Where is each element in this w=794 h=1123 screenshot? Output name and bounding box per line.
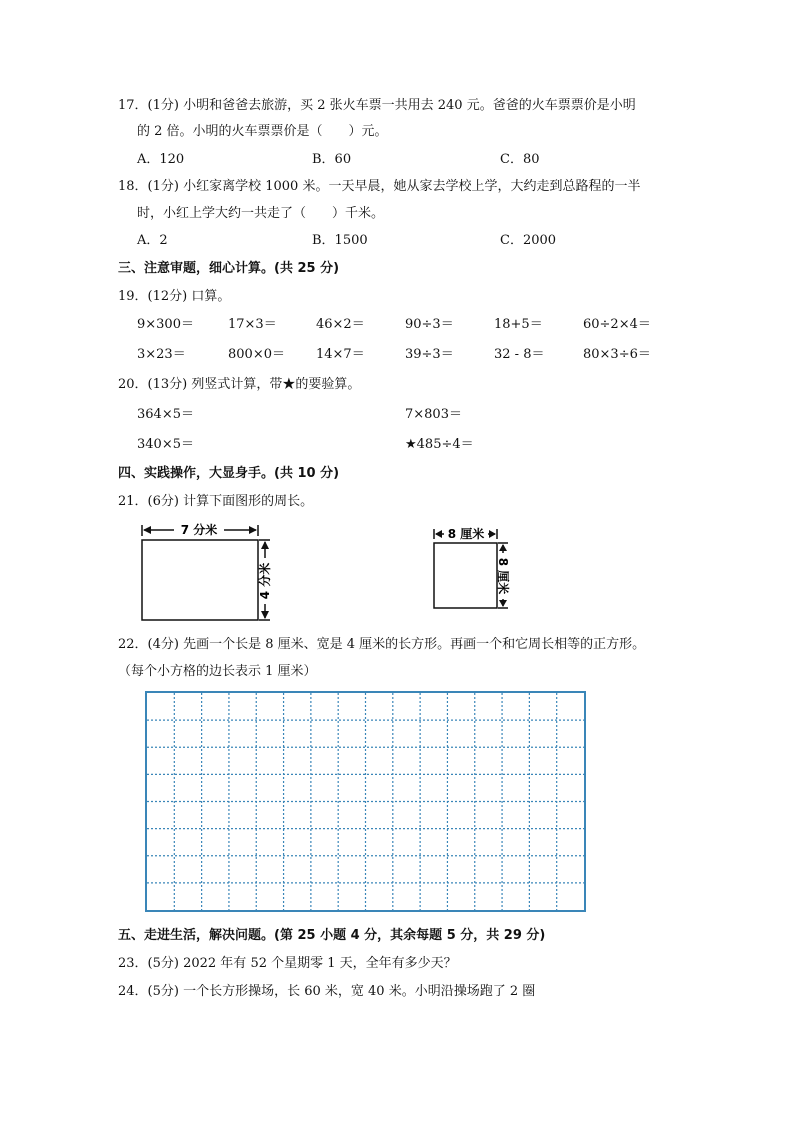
square-right-arrow-top <box>499 544 507 551</box>
square-top-arrow-left <box>435 530 442 538</box>
section5-title: 五、走进生活，解决问题。(第 25 小题 4 分，其余每题 5 分，共 29 分) <box>118 928 546 943</box>
section4-title: 四、实践操作，大显身手。(共 10 分) <box>118 466 340 481</box>
q19-item-6: 60÷2×4＝ <box>583 317 651 332</box>
q20-title: 20．(13分) 列竖式计算，带★的要验算。 <box>118 377 361 392</box>
q21-title: 21．(6分) 计算下面图形的周长。 <box>118 494 314 509</box>
q20-item-4: ★485÷4＝ <box>405 437 474 452</box>
q20-item-3: 340×5＝ <box>137 437 194 452</box>
q22-line1: 22．(4分) 先画一个长是 8 厘米、宽是 4 厘米的长方形。再画一个和它周长相等的正方形。 <box>118 637 646 652</box>
q18-line2: 时，小红上学大约一共走了（ ）千米。 <box>137 206 385 221</box>
rectangle-shape <box>142 540 258 620</box>
q22-line2: （每个小方格的边长表示 1 厘米） <box>118 664 317 679</box>
rectangle-figure <box>136 520 286 625</box>
q17-option-b: B．60 <box>312 152 352 167</box>
q19-item-5: 18+5＝ <box>494 317 543 332</box>
q19-item-9: 14×7＝ <box>316 347 365 362</box>
q19-item-2: 17×3＝ <box>228 317 277 332</box>
section3-title: 三、注意审题，细心计算。(共 25 分) <box>118 261 340 276</box>
q19-item-11: 32 - 8＝ <box>494 347 545 362</box>
q18-option-b: B．1500 <box>312 233 368 248</box>
q20-item-1: 364×5＝ <box>137 407 194 422</box>
rect-right-arrow-top <box>261 541 269 549</box>
rect-height-label: 4 分米 <box>258 562 272 600</box>
q17-line2: 的 2 倍。小明的火车票票价是（ ）元。 <box>137 124 388 139</box>
rect-right-arrow-bottom <box>261 611 269 619</box>
square-height-label: 8 厘米 <box>496 557 510 595</box>
q19-item-1: 9×300＝ <box>137 317 194 332</box>
grid-lines <box>147 693 584 910</box>
q18-option-c: C．2000 <box>500 233 557 248</box>
q19-item-10: 39÷3＝ <box>405 347 454 362</box>
square-top-arrow-right <box>489 530 496 538</box>
q18-line1: 18．(1分) 小红家离学校 1000 米。一天早晨，她从家去学校上学，大约走到总路程的一半 <box>118 179 641 194</box>
square-right-arrow-bottom <box>499 600 507 607</box>
q18-option-a: A．2 <box>137 233 168 248</box>
drawing-grid[interactable] <box>145 691 586 912</box>
rect-width-label: 7 分米 <box>180 523 218 537</box>
q17-option-c: C．80 <box>500 152 540 167</box>
q24-text: 24．(5分) 一个长方形操场，长 60 米，宽 40 米。小明沿操场跑了 2 圈 <box>118 984 536 999</box>
rect-top-arrow-right <box>249 526 257 534</box>
q17-option-a: A．120 <box>137 152 185 167</box>
q20-item-2: 7×803＝ <box>405 407 462 422</box>
rect-top-arrow-left <box>143 526 151 534</box>
q23-text: 23．(5分) 2022 年有 52 个星期零 1 天，全年有多少天？ <box>118 956 457 971</box>
q19-item-12: 80×3÷6＝ <box>583 347 651 362</box>
square-shape <box>434 543 497 608</box>
square-figure <box>428 525 518 615</box>
q19-title: 19．(12分) 口算。 <box>118 289 231 304</box>
q17-line1: 17．(1分) 小明和爸爸去旅游，买 2 张火车票一共用去 240 元。爸爸的火车票票价是小明 <box>118 98 636 113</box>
q19-item-8: 800×0＝ <box>228 347 285 362</box>
q19-item-4: 90÷3＝ <box>405 317 454 332</box>
q19-item-7: 3×23＝ <box>137 347 186 362</box>
q19-item-3: 46×2＝ <box>316 317 365 332</box>
square-width-label: 8 厘米 <box>447 527 485 541</box>
